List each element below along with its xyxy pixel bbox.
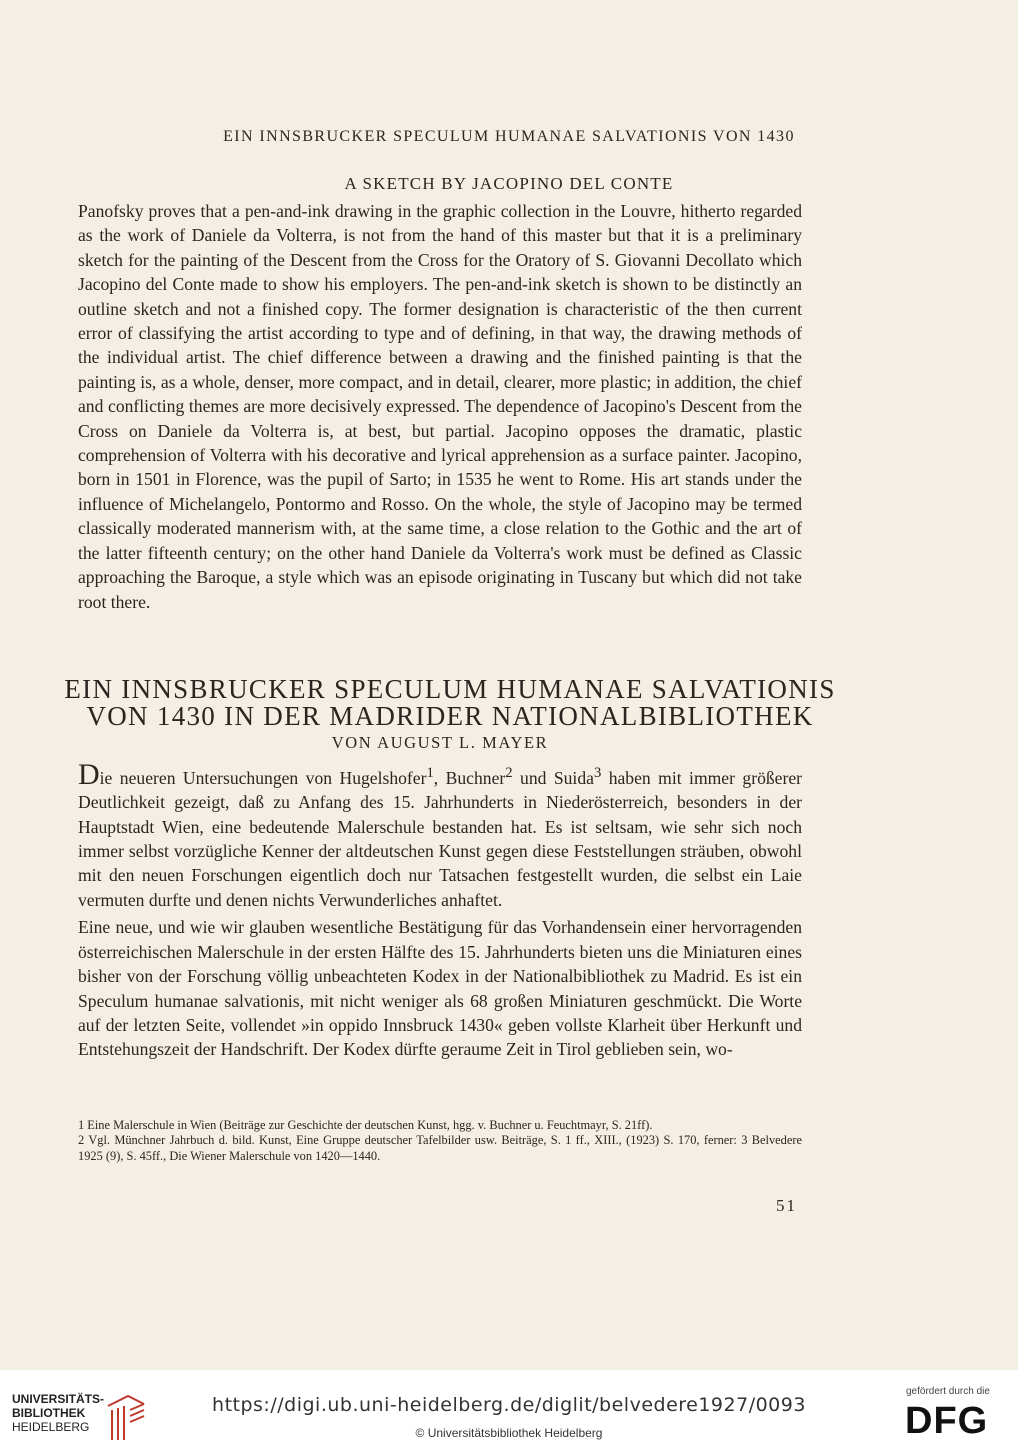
article-title-line-1: EIN INNSBRUCKER SPECULUM HUMANAE SALVATIONIS bbox=[64, 674, 836, 704]
running-head: EIN INNSBRUCKER SPECULUM HUMANAE SALVATIONIS VON 1430 bbox=[223, 128, 795, 145]
article-title-line-2: VON 1430 IN DER MADRIDER NATIONALBIBLIOTHEK bbox=[86, 701, 814, 731]
dfg-logo-icon[interactable] bbox=[905, 1400, 1005, 1440]
german-article-body bbox=[78, 757, 803, 1065]
german-p1-text: und Suida bbox=[512, 767, 594, 788]
footnote-ref-2: 2 bbox=[505, 765, 513, 781]
byline: VON AUGUST L. MAYER bbox=[331, 733, 549, 752]
copyright-notice: © Universitätsbibliothek Heidelberg bbox=[415, 1426, 603, 1440]
dfg-logo-text: DFG bbox=[905, 1400, 989, 1440]
german-p1-text: haben mit immer größerer Deutlichkeit gezeigt, daß zu Anfang des 15. Jahrhunderts in Niederösterreich, besonders in der Hauptstadt Wien, eine bedeutende Malerschule bestanden hat. Es ist seltsam, wie sehr sich noch immer selbst vorzügliche Kenner der altdeutschen Kunst gegen diese Feststellungen sträuben, obwohl mit den neuen Forschungen eigentlich doch nur Tatsachen festgestellt wurden, die selbst ein Laie vermuten durfte und denen nichts Verwunderliches anhaftet. bbox=[78, 767, 803, 910]
footnote-ref-3: 3 bbox=[593, 765, 602, 781]
german-p1-text: ie neueren Untersuchungen von Hugelshofer bbox=[99, 767, 427, 788]
viewer-footer bbox=[0, 1370, 1018, 1451]
page-number: 51 bbox=[776, 1196, 797, 1215]
footnote-ref-1: 1 bbox=[426, 765, 434, 781]
funding-note: gefördert durch die bbox=[906, 1386, 990, 1397]
library-name-line-1: UNIVERSITÄTS- bbox=[12, 1392, 105, 1406]
library-name-line-2: BIBLIOTHEK bbox=[12, 1406, 86, 1420]
footnotes bbox=[78, 1118, 802, 1164]
article-title bbox=[60, 676, 840, 730]
footnote-1: 1 Eine Malerschule in Wien (Beiträge zur Geschichte der deutschen Kunst, hgg. v. Buchner u. Feuchtmayr, S. 21ff). bbox=[78, 1118, 653, 1132]
english-summary bbox=[78, 199, 802, 614]
english-paragraph: Panofsky proves that a pen-and-ink drawing in the graphic collection in the Louvre, hitherto regarded as the work of Daniele da Volterra, is not from the hand of this master but that it is a preliminary sketch for the painting of the Descent from the Cross for the Oratory of S. Giovanni Decollato which Jacopino del Conte made to show his employers. The pen-and-ink sketch is shown to be distinctly an outline sketch and not a finished copy. The former designation is characteristic of the then current error of classifying the artist according to type and of defining, in that way, the drawing methods of the individual artist. The chief difference between a drawing and the finished painting is that the painting is, as a whole, denser, more compact, and in detail, clearer, more plastic; in addition, the chief and conflicting themes are more decisively expressed. The dependence of Jacopino's Descent from the Cross on Daniele da Volterra is, at best, but partial. Jacopino opposes the dramatic, plastic comprehension of Volterra with his decorative and lyrical apprehension as a surface painter. Jacopino, born in 1501 in Florence, was the pupil of Sarto; in 1535 he went to Rome. His art stands under the influence of Michelangelo, Pontormo and Rosso. On the whole, the style of Jacopino may be termed classically moderated mannerism with, at the same time, a close relation to the Gothic and the art of the latter fifteenth century; on the other hand Daniele da Volterra's work must be defined as Classic approaching the Baroque, a style which was an episode originating in Tuscany but which did not take root there. bbox=[78, 201, 802, 612]
german-paragraph-2: Eine neue, und wie wir glauben wesentliche Bestätigung für das Vorhandensein einer hervorragenden österreichischen Malerschule in der ersten Hälfte des 15. Jahrhunderts bieten uns die Miniaturen eines bisher von der Forschung völlig unbeachteten Kodex in der Nationalbibliothek zu Madrid. Es ist ein Speculum humanae salvationis, mit nicht weniger als 68 großen Miniaturen geschmückt. Die Worte auf der letzten Seite, vollendet »in oppido Innsbruck 1430« geben vollste Klarheit über Herkunft und Entstehungszeit der Handschrift. Der Kodex dürfte geraume Zeit in Tirol geblieben sein, wo- bbox=[78, 917, 802, 1060]
german-p1-text: , Buchner bbox=[433, 767, 506, 788]
drop-cap: D bbox=[78, 757, 100, 791]
permalink-url[interactable]: https://digi.ub.uni-heidelberg.de/diglit/belvedere1927/0093 bbox=[212, 1394, 806, 1416]
german-paragraph-1 bbox=[78, 757, 803, 912]
library-name-line-3: HEIDELBERG bbox=[12, 1420, 90, 1434]
section-title: A SKETCH BY JACOPINO DEL CONTE bbox=[344, 174, 674, 193]
footnote-2: 2 Vgl. Münchner Jahrbuch d. bild. Kunst, Eine Gruppe deutscher Tafelbilder usw. Beiträge, S. 1 ff., XIII., (1923) S. 170, ferner: 3 Belvedere 1925 (9), S. 45ff., Die Wiener Malerschule von 1420—1440. bbox=[78, 1133, 802, 1163]
